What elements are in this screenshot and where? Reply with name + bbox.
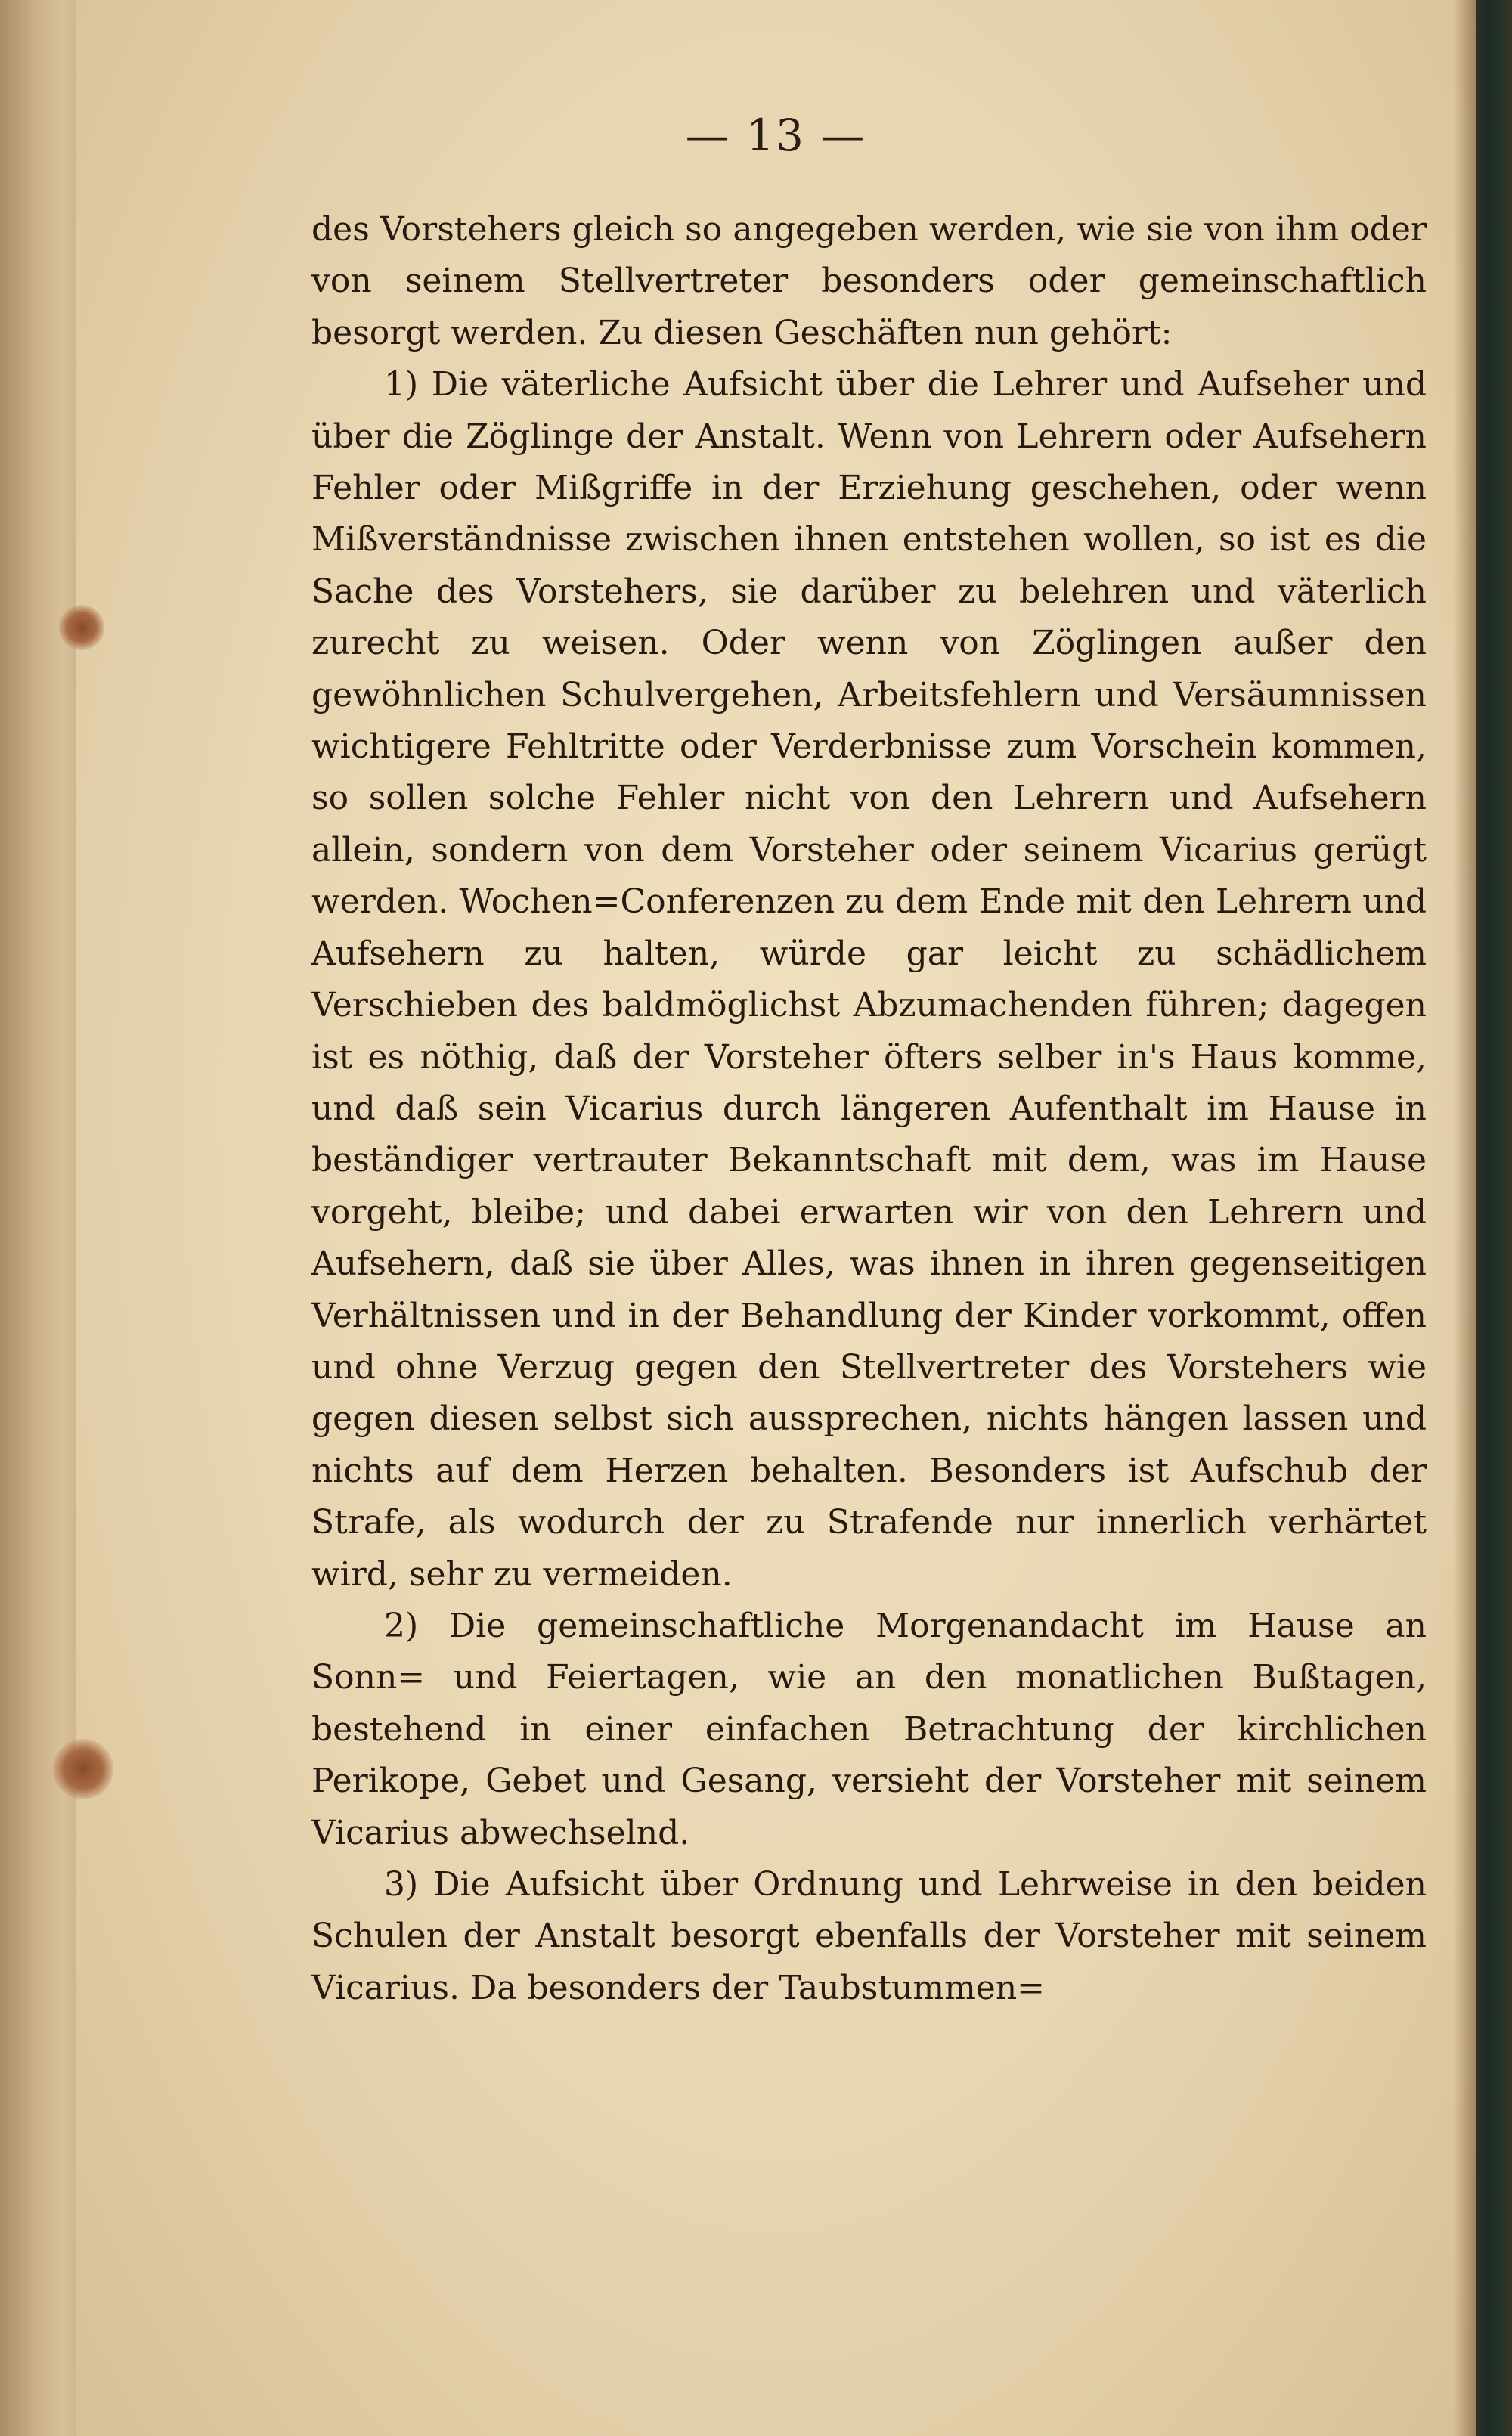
book-left-edge <box>0 0 83 2436</box>
paper-stain <box>53 1739 113 1799</box>
page-number: — 13 — <box>685 110 866 161</box>
body-text <box>311 204 1427 2014</box>
paper-stain <box>59 605 104 650</box>
book-page <box>76 0 1476 2436</box>
paragraph-continuation: des Vorstehers gleich so angegeben werden, wie sie von ihm oder von seinem Stellvertreter besonders oder gemeinschaftlich besorgt werden. Zu diesen Geschäften nun gehört: <box>311 210 1427 352</box>
paragraph-item-2: 2) Die gemeinschaftliche Morgenandacht im Hause an Sonn= und Feiertagen, wie an den monatlichen Bußtagen, bestehend in einer einfachen Betrachtung der kirchlichen Perikope, Gebet und Gesang, versieht der Vorsteher mit seinem Vicarius abwechselnd. <box>311 1606 1427 1852</box>
paragraph-item-1: 1) Die väterliche Aufsicht über die Lehrer und Aufseher und über die Zöglinge der Anstalt. Wenn von Lehrern oder Aufsehern Fehler oder Mißgriffe in der Erziehung geschehen, oder wenn Mißverständnisse zwischen ihnen entstehen wollen, so ist es die Sache des Vorstehers, sie darüber zu belehren und väterlich zurecht zu weisen. Oder wenn von Zöglingen außer den gewöhnlichen Schulvergehen, Arbeitsfehlern und Versäumnissen wichtigere Fehltritte oder Verderbnisse zum Vorschein kommen, so sollen solche Fehler nicht von den Lehrern und Aufsehern allein, sondern von dem Vorsteher oder seinem Vicarius gerügt werden. Wochen=Conferenzen zu dem Ende mit den Lehrern und Aufsehern zu halten, würde gar leicht zu schädlichem Verschieben des baldmöglichst Abzumachenden führen; dagegen ist es nöthig, daß der Vorsteher öfters selber in's Haus komme, und daß sein Vicarius durch längeren Aufenthalt im Hause in beständiger vertrauter Bekanntschaft mit dem, was im Hause vorgeht, bleibe; und dabei erwarten wir von den Lehrern und Aufsehern, daß sie über Alles, was ihnen in ihren gegenseitigen Verhältnissen und in der Behandlung der Kinder vorkommt, offen und ohne Verzug gegen den Stellvertreter des Vorstehers wie gegen diesen selbst sich aussprechen, nichts hängen lassen und nichts auf dem Herzen behalten. Besonders ist Aufschub der Strafe, als wodurch der zu Strafende nur innerlich verhärtet wird, sehr zu vermeiden. <box>311 365 1427 1594</box>
paragraph-item-3: 3) Die Aufsicht über Ordnung und Lehrweise in den beiden Schulen der Anstalt besorgt ebenfalls der Vorsteher mit seinem Vicarius. Da besonders der Taubstummen= <box>311 1865 1427 2007</box>
book-binding-edge <box>1474 0 1512 2436</box>
